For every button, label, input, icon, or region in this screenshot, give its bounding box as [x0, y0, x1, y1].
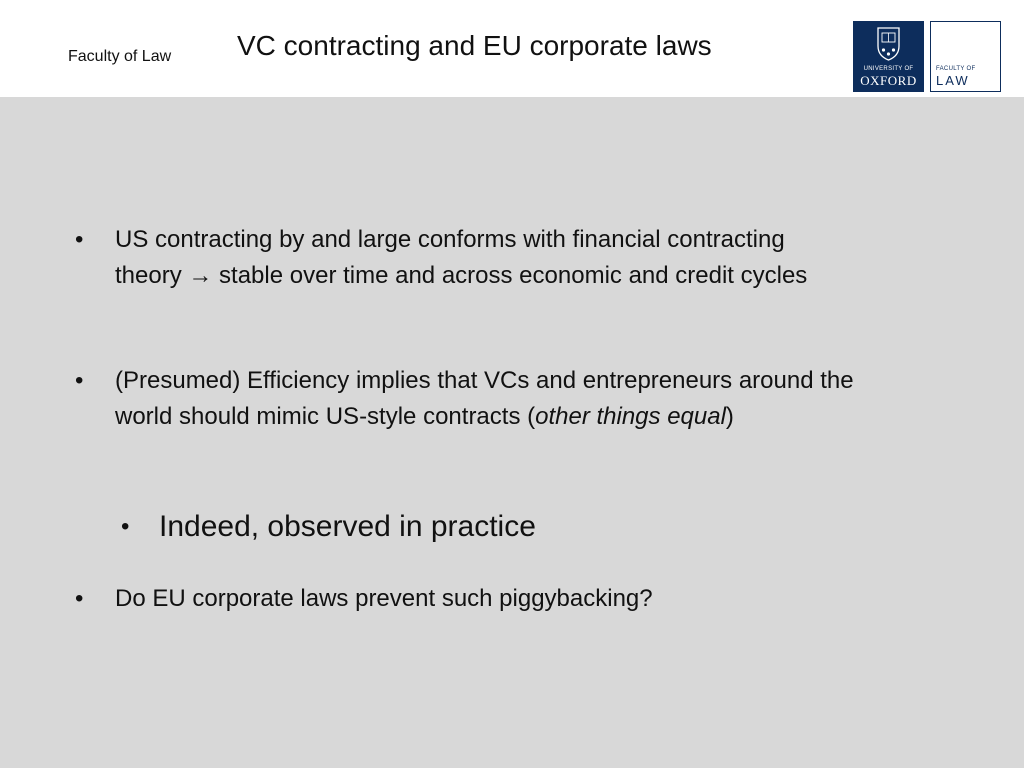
- bullet-icon: •: [75, 585, 84, 612]
- sub-bullet-item: [121, 507, 759, 547]
- bullet-text-closing: ): [725, 403, 734, 430]
- bullet-item: [75, 363, 855, 435]
- bullet-icon: •: [75, 367, 84, 394]
- oxford-crest-icon: [876, 26, 901, 62]
- faculty-label: Faculty of Law: [68, 48, 172, 65]
- oxford-university-logo: [853, 21, 924, 92]
- slide-title: VC contracting and EU corporate laws: [237, 30, 712, 61]
- faculty-of-law-logo: [930, 21, 1001, 92]
- slide-body: [0, 97, 1024, 768]
- bullet-text: (Presumed) Efficiency implies that VCs and entrepreneurs around the world should mimic US-style contracts (: [115, 367, 854, 430]
- oxford-logo-line2: OXFORD: [860, 73, 917, 88]
- law-logo-line1: FACULTY OF: [936, 66, 976, 72]
- oxford-logo-line1: UNIVERSITY OF: [863, 66, 914, 72]
- bullet-text: Do EU corporate laws prevent such piggybacking?: [115, 585, 653, 612]
- bullet-text: US contracting by and large conforms with financial contracting theory → stable over time and across economic and credit cycles: [115, 226, 808, 289]
- bullet-item: [75, 222, 855, 294]
- bullet-text-emphasis: other things equal: [535, 403, 726, 430]
- slide-header: [0, 0, 1024, 97]
- bullet-text: Indeed, observed in practice: [159, 510, 536, 543]
- bullet-icon: •: [121, 513, 130, 540]
- bullet-icon: •: [75, 226, 84, 253]
- law-logo-line2: LAW: [936, 73, 970, 88]
- bullet-item: [75, 581, 855, 617]
